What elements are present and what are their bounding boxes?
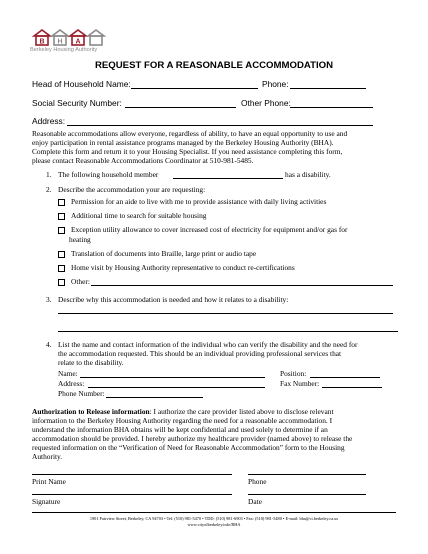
authorization-paragraph: Authorization to Release information: I authorize the care provider listed above to disclose relevant information to the Berkeley Housing Authority regarding the need for a reasonable accommodation. I understand the information BHA obtains will be kept confidential and used solely to determine if an accommodation should be provided. I hereby authorize my healthcare provider (named above) to release the requested information on the “Verification of Need for Reasonable Accommodation” form to the Housing Authority. bbox=[32, 407, 353, 461]
date-line[interactable] bbox=[248, 494, 366, 495]
signature-label: Signature bbox=[32, 497, 61, 506]
q2-option-utility-cont: heating bbox=[69, 235, 91, 244]
authorization-heading: Authorization to Release information bbox=[32, 407, 150, 416]
q4-text: List the name and contact information of the individual who can verify the disability and the need for the accommodation requested. This should be an individual providing professional services that relate to the disability. bbox=[58, 340, 358, 367]
phone-signature-line[interactable] bbox=[248, 474, 366, 475]
q2-number: 2. bbox=[46, 185, 52, 194]
checkbox[interactable] bbox=[58, 279, 65, 286]
q2-other-field[interactable] bbox=[91, 285, 393, 286]
head-of-household-label: Head of Household Name: bbox=[32, 79, 131, 89]
print-name-line[interactable] bbox=[32, 474, 232, 475]
q2-option-translation[interactable]: Translation of documents into Braille, large print or audio tape bbox=[58, 249, 256, 258]
phone-field[interactable] bbox=[290, 88, 366, 89]
head-of-household-field[interactable] bbox=[131, 88, 258, 89]
print-name-label: Print Name bbox=[32, 477, 66, 486]
q4-address-label: Address: bbox=[58, 379, 85, 388]
q1-number: 1. bbox=[46, 170, 52, 179]
checkbox[interactable] bbox=[58, 213, 65, 220]
q3-answer-line-1[interactable] bbox=[58, 313, 393, 314]
checkbox[interactable] bbox=[58, 199, 65, 206]
checkbox[interactable] bbox=[58, 265, 65, 272]
q4-name-field[interactable] bbox=[80, 377, 265, 378]
footer-divider bbox=[32, 512, 396, 513]
q2-option-search-time[interactable]: Additional time to search for suitable housing bbox=[58, 211, 206, 220]
q1-member-field[interactable] bbox=[173, 178, 283, 179]
ssn-field[interactable] bbox=[125, 107, 236, 108]
q1-text: The following household member bbox=[58, 170, 159, 179]
other-phone-label: Other Phone: bbox=[241, 98, 291, 108]
q4-position-field[interactable] bbox=[310, 377, 380, 378]
footer-website: www.cityofberkeley.info/BHA bbox=[187, 522, 241, 527]
other-phone-field[interactable] bbox=[290, 107, 373, 108]
date-label: Date bbox=[248, 497, 262, 506]
phone-signature-label: Phone bbox=[248, 477, 267, 486]
intro-paragraph: Reasonable accommodations allow everyone, regardless of ability, to have an equal opportunity to use and enjoy participation in rental assistance programs managed by the Berkeley Housing Authority (BHA). Complete this form and return it to your Housing Specialist. If you need assistance completing this form, please contact Reasonable Accommodations Coordinator at 510-981-5485. bbox=[32, 129, 348, 165]
q3-number: 3. bbox=[46, 295, 52, 304]
q2-option-home-visit[interactable]: Home visit by Housing Authority representative to conduct re-certifications bbox=[58, 263, 295, 272]
q1-suffix: has a disability. bbox=[285, 170, 331, 179]
footer bbox=[0, 516, 428, 528]
q2-option-utility[interactable]: Exception utility allowance to cover increased cost of electricity for equipment and/or gas for bbox=[58, 225, 347, 234]
q2-option-aide[interactable]: Permission for an aide to live with me to provide assistance with daily living activities bbox=[58, 197, 326, 206]
q4-phone-label: Phone Number: bbox=[58, 389, 105, 398]
q2-text: Describe the accommodation your are requesting: bbox=[58, 185, 206, 194]
q4-number: 4. bbox=[46, 340, 52, 349]
checkbox[interactable] bbox=[58, 251, 65, 258]
logo bbox=[32, 28, 112, 54]
q2-option-other[interactable]: Other: bbox=[58, 277, 90, 286]
svg-text:H: H bbox=[57, 38, 63, 46]
svg-text:B: B bbox=[39, 38, 45, 46]
q4-name-label: Name: bbox=[58, 369, 78, 378]
q4-fax-field[interactable] bbox=[322, 387, 382, 388]
q4-phone-field[interactable] bbox=[106, 397, 203, 398]
phone-label: Phone: bbox=[262, 79, 289, 89]
q4-fax-label: Fax Number: bbox=[280, 379, 320, 388]
signature-line[interactable] bbox=[32, 494, 232, 495]
svg-text:A: A bbox=[75, 38, 81, 46]
q3-answer-line-2[interactable] bbox=[58, 331, 398, 332]
q4-address-field[interactable] bbox=[88, 387, 265, 388]
q4-position-label: Position: bbox=[280, 369, 307, 378]
bha-logo-icon bbox=[32, 28, 112, 46]
checkbox[interactable] bbox=[58, 227, 65, 234]
page-title: REQUEST FOR A REASONABLE ACCOMMODATION bbox=[94, 60, 334, 71]
footer-contact: 1901 Fairview Street, Berkeley, CA 94703 • Tel: (510) 981-5470 • TDD: (510) 981-6903 • Fax: (510) 981-5480 • E-mail: bha@ci.berkeley.ca.us bbox=[89, 516, 339, 521]
q3-text: Describe why this accommodation is needed and how it relates to a disability: bbox=[58, 295, 289, 304]
logo-text: Berkeley Housing Authority bbox=[30, 47, 98, 53]
address-label: Address: bbox=[32, 116, 66, 126]
ssn-label: Social Security Number: bbox=[32, 98, 122, 108]
address-field[interactable] bbox=[67, 125, 373, 126]
